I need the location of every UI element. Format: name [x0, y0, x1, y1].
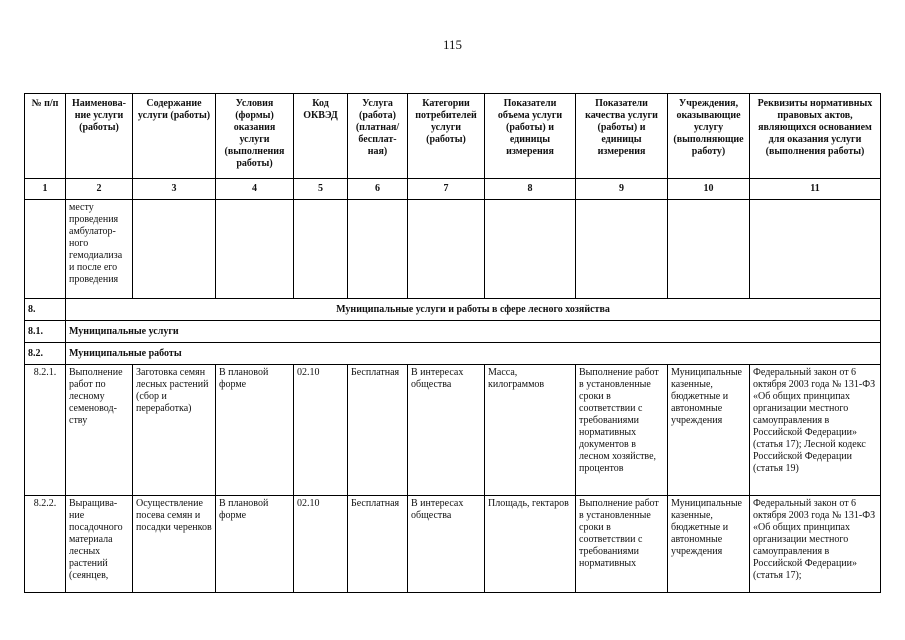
subsection-row — [25, 343, 881, 365]
service-name: Выращива-ние посадочного материала лесных растений (сеянцев, — [66, 496, 133, 593]
services-table — [24, 93, 881, 593]
header-volume: Показатели объема услуги (работы) и единицы измерения — [485, 94, 576, 179]
header-conditions: Условия (формы) оказания услуги (выполнения работы) — [216, 94, 294, 179]
empty-cell — [294, 200, 348, 299]
column-number: 2 — [66, 179, 133, 200]
empty-cell — [750, 200, 881, 299]
institutions: Муниципальные казенные, бюджетные и автономные учреждения — [668, 365, 750, 496]
row-number: 8.2.1. — [25, 365, 66, 496]
volume-indicator: Площадь, гектаров — [485, 496, 576, 593]
paid-status: Бесплатная — [348, 365, 408, 496]
subsection-title: Муниципальные услуги — [66, 321, 881, 343]
header-content: Содержание услуги (работы) — [133, 94, 216, 179]
empty-cell — [576, 200, 668, 299]
empty-cell — [216, 200, 294, 299]
legal-basis: Федеральный закон от 6 октября 2003 года № 131-ФЗ «Об общих принципах организации местного самоуправления в Российской Федерации» (статья 17); Лесной кодекс Российской Федерации (статья 19) — [750, 365, 881, 496]
legal-basis: Федеральный закон от 6 октября 2003 года № 131-ФЗ «Об общих принципах организации местного самоуправления в Российской Федерации» (статья 17); — [750, 496, 881, 593]
okved-code: 02.10 — [294, 496, 348, 593]
column-number: 3 — [133, 179, 216, 200]
column-number: 5 — [294, 179, 348, 200]
header-okved: Код ОКВЭД — [294, 94, 348, 179]
header-service-name: Наименова-ние услуги (работы) — [66, 94, 133, 179]
column-number: 9 — [576, 179, 668, 200]
quality-indicator: Выполнение работ в установленные сроки в соответствии с требованиями нормативных документов в лесном хозяйстве, процентов — [576, 365, 668, 496]
table-row — [25, 365, 881, 496]
header-legal: Реквизиты нормативных правовых актов, являющихся основанием для оказания услуги (выполнения работы) — [750, 94, 881, 179]
subsection-number: 8.1. — [25, 321, 66, 343]
continuation-row — [25, 200, 881, 299]
header-num: № п/п — [25, 94, 66, 179]
section-title: Муниципальные услуги и работы в сфере лесного хозяйства — [66, 299, 881, 321]
okved-code: 02.10 — [294, 365, 348, 496]
service-conditions: В плановой форме — [216, 365, 294, 496]
header-quality: Показатели качества услуги (работы) и единицы измерения — [576, 94, 668, 179]
column-number: 10 — [668, 179, 750, 200]
institutions: Муниципальные казенные, бюджетные и автономные учреждения — [668, 496, 750, 593]
column-number: 1 — [25, 179, 66, 200]
column-number: 7 — [408, 179, 485, 200]
column-number: 4 — [216, 179, 294, 200]
header-paid: Услуга (работа) (платная/ бесплат-ная) — [348, 94, 408, 179]
section-number: 8. — [25, 299, 66, 321]
empty-cell — [25, 200, 66, 299]
paid-status: Бесплатная — [348, 496, 408, 593]
consumer-category: В интересах общества — [408, 365, 485, 496]
empty-cell — [485, 200, 576, 299]
empty-cell — [408, 200, 485, 299]
service-conditions: В плановой форме — [216, 496, 294, 593]
column-number: 6 — [348, 179, 408, 200]
volume-indicator: Масса, килограммов — [485, 365, 576, 496]
header-consumers: Категории потребителей услуги (работы) — [408, 94, 485, 179]
header-institutions: Учреждения, оказывающие услугу (выполняющие работу) — [668, 94, 750, 179]
empty-cell — [668, 200, 750, 299]
page-number: 115 — [442, 37, 463, 52]
empty-cell — [348, 200, 408, 299]
quality-indicator: Выполнение работ в установленные сроки в соответствии с требованиями нормативных — [576, 496, 668, 593]
subsection-title: Муниципальные работы — [66, 343, 881, 365]
empty-cell — [133, 200, 216, 299]
table-row — [25, 496, 881, 593]
service-content: Осуществление посева семян и посадки черенков — [133, 496, 216, 593]
column-number-row — [25, 179, 881, 200]
service-content: Заготовка семян лесных растений (сбор и переработка) — [133, 365, 216, 496]
column-number: 8 — [485, 179, 576, 200]
service-name: Выполнение работ по лесному семеновод-ству — [66, 365, 133, 496]
continuation-text: месту проведения амбулатор-ного гемодиализа и после его проведения — [66, 200, 133, 299]
section-row — [25, 299, 881, 321]
header-row — [25, 94, 881, 179]
column-number: 11 — [750, 179, 881, 200]
subsection-row — [25, 321, 881, 343]
subsection-number: 8.2. — [25, 343, 66, 365]
consumer-category: В интересах общества — [408, 496, 485, 593]
row-number: 8.2.2. — [25, 496, 66, 593]
